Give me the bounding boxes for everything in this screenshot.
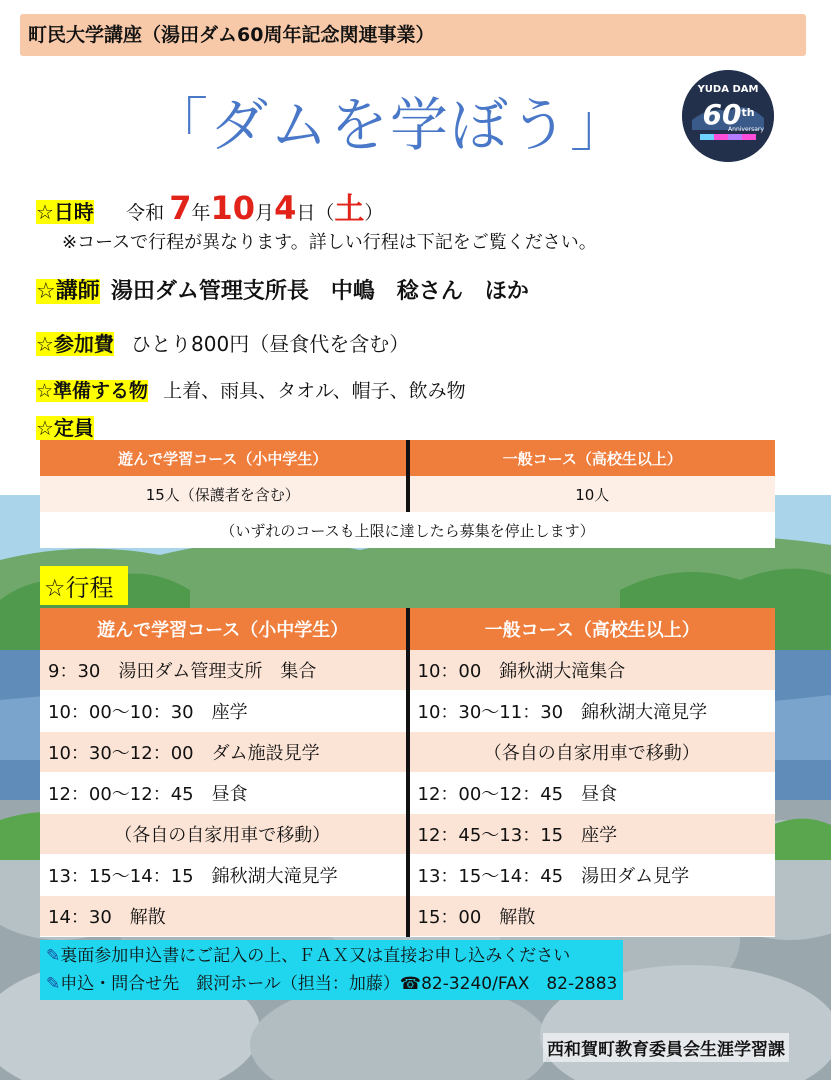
schedule-row	[40, 732, 775, 773]
capacity-label-wrap	[36, 412, 94, 441]
datetime-note: ※コースで行程が異なります。詳しい行程は下記をご覧ください。	[62, 232, 597, 253]
schedule-cell-kids: 9：30 湯田ダム管理支所 集合	[40, 650, 408, 691]
datetime-row	[36, 184, 383, 228]
footer-organization: 西和賀町教育委員会生涯学習課	[543, 1033, 789, 1062]
schedule-table	[40, 608, 775, 937]
capacity-note-row	[40, 512, 775, 548]
datetime-paren-open: （	[315, 202, 335, 224]
capacity-value-general: 10人	[408, 476, 776, 512]
datetime-day: 4	[274, 189, 297, 227]
items-row	[36, 376, 466, 403]
fee-value: ひとり800円（昼食代を含む）	[131, 332, 410, 356]
schedule-cell-general: 13：15～14：45 湯田ダム見学	[408, 855, 776, 896]
fee-row	[36, 328, 409, 357]
capacity-note: （いずれのコースも上限に達したら募集を停止します）	[40, 512, 775, 548]
pencil-icon: ✎	[46, 974, 61, 994]
schedule-row	[40, 855, 775, 896]
schedule-cell-kids: 10：00～10：30 座学	[40, 691, 408, 732]
capacity-header-row	[40, 440, 775, 476]
datetime-month: 10	[210, 189, 256, 227]
items-label: ☆準備する物	[36, 380, 149, 402]
capacity-value-kids: 15人（保護者を含む）	[40, 476, 408, 512]
lecturer-row	[36, 274, 529, 305]
header-bar	[20, 14, 806, 56]
note-line	[46, 942, 617, 970]
schedule-cell-general: 15：00 解散	[408, 896, 776, 937]
schedule-row	[40, 896, 775, 937]
schedule-row	[40, 773, 775, 814]
fee-label: ☆参加費	[36, 332, 114, 356]
datetime-day-unit: 日	[296, 202, 316, 224]
note-line	[46, 970, 617, 998]
note-text: 申込・問合せ先 銀河ホール（担当：加藤）☎82-3240/FAX 82-2883	[60, 974, 618, 994]
capacity-header-kids: 遊んで学習コース（小中学生）	[40, 440, 408, 476]
datetime-weekday: 土	[334, 192, 365, 227]
logo-top-text: YUDA DAM	[697, 84, 759, 95]
logo-big-text: 60	[702, 98, 742, 131]
schedule-cell-general: 12：00～12：45 昼食	[408, 773, 776, 814]
schedule-cell-kids: 12：00～12：45 昼食	[40, 773, 408, 814]
capacity-header-general: 一般コース（高校生以上）	[408, 440, 776, 476]
schedule-header-row	[40, 608, 775, 650]
dam-logo-icon	[682, 70, 774, 162]
lecturer-label: ☆講師	[36, 279, 100, 304]
datetime-month-unit: 月	[255, 202, 275, 224]
schedule-header-kids: 遊んで学習コース（小中学生）	[40, 608, 408, 650]
datetime-label: ☆日時	[36, 200, 94, 224]
datetime-paren-close: ）	[364, 202, 384, 224]
capacity-label: ☆定員	[36, 416, 94, 440]
capacity-value-row	[40, 476, 775, 512]
schedule-row	[40, 691, 775, 732]
schedule-cell-kids: 10：30～12：00 ダム施設見学	[40, 732, 408, 773]
schedule-cell-kids: （各自の自家用車で移動）	[40, 814, 408, 855]
datetime-era: 令和	[126, 202, 165, 224]
page-title: 「ダムを学ぼう」	[150, 91, 631, 159]
datetime-year: 7	[169, 189, 192, 227]
schedule-cell-general: 12：45～13：15 座学	[408, 814, 776, 855]
schedule-cell-general: 10：30～11：30 錦秋湖大滝見学	[408, 691, 776, 732]
lecturer-value: 湯田ダム管理支所長 中嶋 稔さん ほか	[110, 279, 529, 304]
schedule-row	[40, 814, 775, 855]
schedule-cell-kids: 13：15～14：15 錦秋湖大滝見学	[40, 855, 408, 896]
notes-box	[40, 940, 623, 1000]
schedule-header-general: 一般コース（高校生以上）	[408, 608, 776, 650]
schedule-label: ☆行程	[40, 566, 128, 605]
anniversary-logo	[682, 70, 774, 162]
items-value: 上着、雨具、タオル、帽子、飲み物	[163, 380, 466, 402]
capacity-table	[40, 440, 775, 548]
datetime-year-unit: 年	[191, 202, 211, 224]
schedule-cell-general: 10：00 錦秋湖大滝集合	[408, 650, 776, 691]
schedule-row	[40, 650, 775, 691]
logo-sup-text: th	[741, 106, 755, 119]
note-text: 裏面参加申込書にご記入の上、ＦＡＸ又は直接お申し込みください	[60, 946, 571, 966]
pencil-icon: ✎	[46, 946, 61, 966]
header-text: 町民大学講座（湯田ダム60周年記念関連事業）	[28, 24, 435, 46]
schedule-cell-kids: 14：30 解散	[40, 896, 408, 937]
logo-sub-text: Anniversary	[728, 126, 764, 133]
schedule-cell-general: （各自の自家用車で移動）	[408, 732, 776, 773]
